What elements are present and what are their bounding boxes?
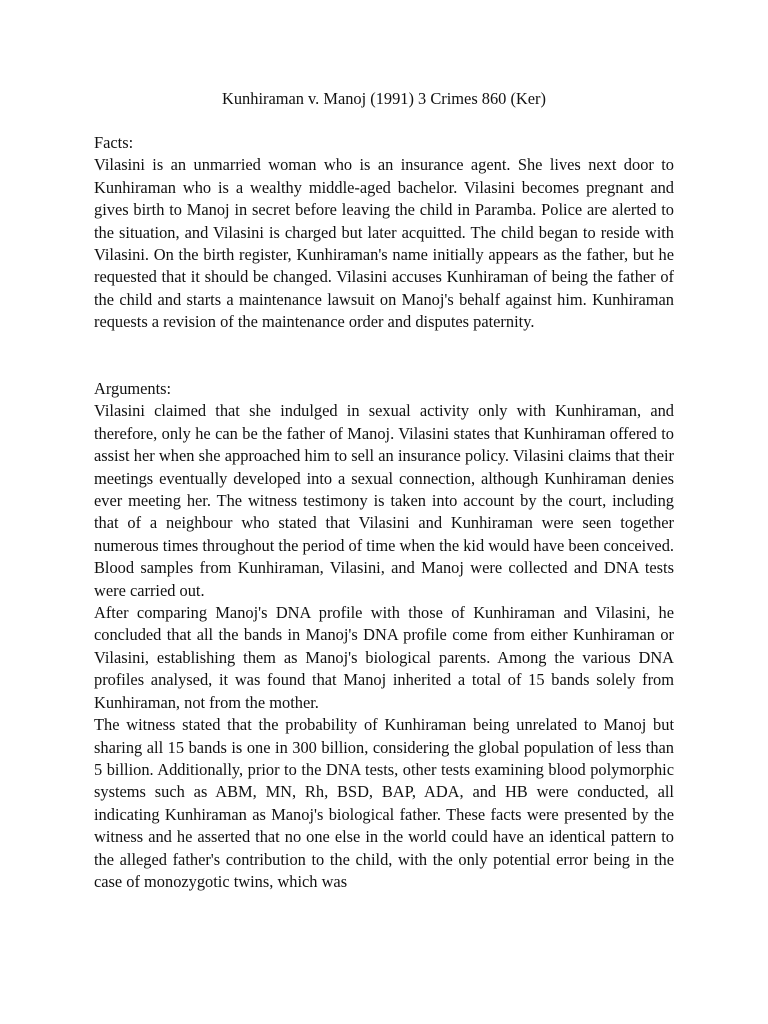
arguments-heading: Arguments: bbox=[94, 379, 172, 398]
facts-heading: Facts: bbox=[94, 133, 134, 152]
arguments-paragraph-1: Vilasini claimed that she indulged in sexual activity only with Kunhiraman, and therefore, only he can be the father of Manoj. Vilasini states that Kunhiraman offered to assist her when she approached him to sell an insurance policy. Vilasini claims that their meetings eventually developed into a sexual connection, although Kunhiraman denies ever meeting her. The witness testimony is taken into account by the court, including that of a neighbour who stated that Vilasini and Kunhiraman were seen together numerous times throughout the period of time when the kid would have been conceived. Blood samples from Kunhiraman, Vilasini, and Manoj were collected and DNA tests were carried out. bbox=[94, 401, 674, 600]
document-title: Kunhiraman v. Manoj (1991) 3 Crimes 860 (Ker) bbox=[222, 89, 546, 108]
facts-section bbox=[94, 132, 674, 334]
arguments-paragraph-2: After comparing Manoj's DNA profile with those of Kunhiraman and Vilasini, he concluded that all the bands in Manoj's DNA profile come from either Kunhiraman or Vilasini, establishing them as Manoj's biological parents. Among the various DNA profiles analysed, it was found that Manoj inherited a total of 15 bands solely from Kunhiraman, not from the mother. bbox=[94, 603, 674, 712]
facts-paragraph: Vilasini is an unmarried woman who is an insurance agent. She lives next door to Kunhiraman who is a wealthy middle-aged bachelor. Vilasini becomes pregnant and gives birth to Manoj in secret before leaving the child in Paramba. Police are alerted to the situation, and Vilasini is charged but later acquitted. The child began to reside with Vilasini. On the birth register, Kunhiraman's name initially appears as the father, but he requested that it should be changed. Vilasini accuses Kunhiraman of being the father of the child and starts a maintenance lawsuit on Manoj's behalf against him. Kunhiraman requests a revision of the maintenance order and disputes paternity. bbox=[94, 155, 674, 332]
arguments-section bbox=[94, 378, 674, 893]
arguments-paragraph-3: The witness stated that the probability of Kunhiraman being unrelated to Manoj but sharing all 15 bands is one in 300 billion, considering the global population of less than 5 billion. Additionally, prior to the DNA tests, other tests examining blood polymorphic systems such as ABM, MN, Rh, BSD, BAP, ADA, and HB were conducted, all indicating Kunhiraman as Manoj's biological father. These facts were presented by the witness and he asserted that no one else in the world could have an identical pattern to the alleged father's contribution to the child, with the only potential error being in the case of monozygotic twins, which was bbox=[94, 715, 674, 891]
